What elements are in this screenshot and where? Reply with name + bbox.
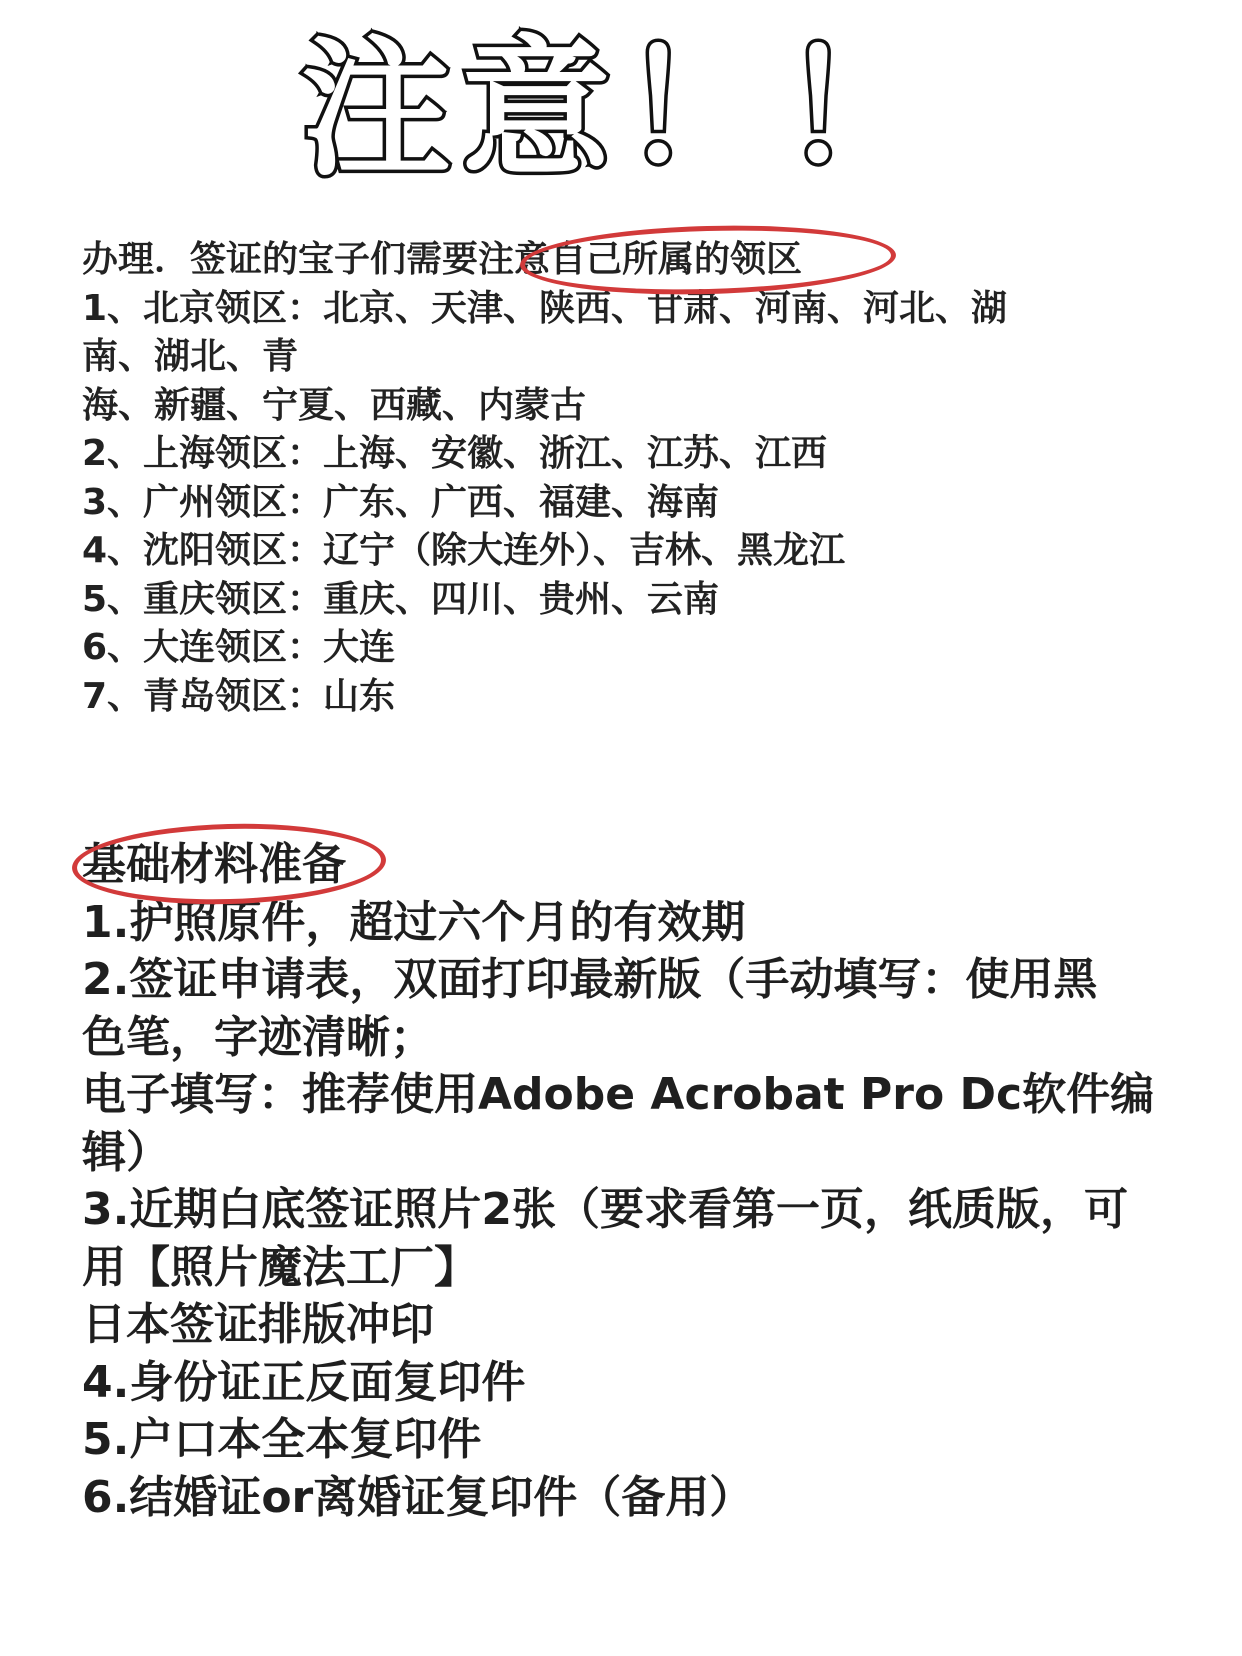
materials-heading: 基础材料准备	[82, 839, 346, 890]
zone-line: 4、沈阳领区：辽宁（除大连外）、吉林、黑龙江	[82, 530, 846, 571]
zone-line: 2、上海领区：上海、安徽、浙江、江苏、江西	[82, 433, 828, 474]
material-line: 电子填写：推荐使用Adobe Acrobat Pro Dc软件编	[82, 1069, 1155, 1120]
material-line: 2.签证申请表，双面打印最新版（手动填写：使用黑	[82, 954, 1098, 1005]
zone-line: 6、大连领区：大连	[82, 627, 396, 668]
consulate-zones-section	[82, 236, 1232, 721]
material-line: 5.户口本全本复印件	[82, 1414, 482, 1465]
material-line: 色笔，字迹清晰；	[82, 1011, 434, 1063]
zones-intro-prefix: 办理．签证的宝子们需要	[82, 239, 479, 280]
material-line: 1.护照原件，超过六个月的有效期	[82, 896, 746, 948]
page-title: 注意！！	[300, 23, 941, 197]
material-line: 3.近期白底签证照片2张（要求看第一页，纸质版，可	[82, 1184, 1128, 1235]
material-line: 6.结婚证or离婚证复印件（备用）	[82, 1471, 754, 1523]
zone-line: 3、广州领区：广东、广西、福建、海南	[82, 481, 720, 523]
zone-line: 海、新疆、宁夏、西藏、内蒙古	[82, 384, 587, 426]
zone-line: 7、青岛领区：山东	[82, 675, 396, 717]
material-line: 日本签证排版冲印	[82, 1299, 434, 1350]
material-line: 用【照片魔法工厂】	[82, 1241, 478, 1293]
materials-section	[82, 836, 1232, 1526]
material-line: 辑）	[82, 1126, 170, 1178]
zone-line: 南、湖北、青	[82, 336, 299, 377]
material-line: 4.身份证正反面复印件	[82, 1356, 526, 1408]
zone-line: 5、重庆领区：重庆、四川、贵州、云南	[82, 578, 720, 620]
zone-line: 1、北京领区：北京、天津、陕西、甘肃、河南、河北、湖	[82, 287, 1008, 329]
zones-intro	[82, 236, 1232, 285]
zones-intro-highlight: 注意自己所属的领区	[478, 239, 803, 280]
